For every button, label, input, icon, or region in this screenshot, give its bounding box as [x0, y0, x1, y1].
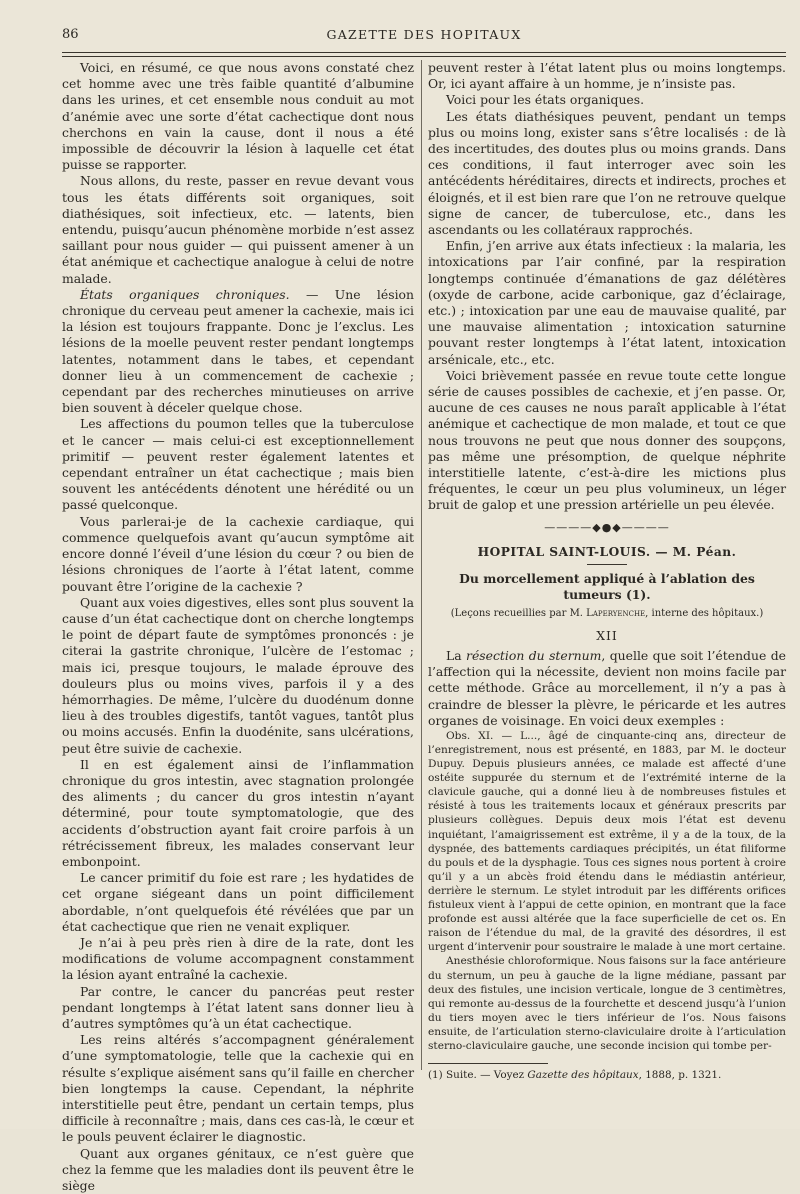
article-subtitle — [428, 606, 786, 622]
paragraph: Voici, en résumé, ce que nous avons constaté chez cet homme avec une très faible quantité d’albumine dans les urines, et cet ensemble nous conduit au mot d’anémie avec une sorte d’état cachectique dont nous cherchons en vain la cause, dont il nous a été impossible de découvrir la lésion à laquelle cet état puisse se rapporter. — [62, 60, 414, 173]
paragraph-text: La — [446, 647, 467, 663]
page-header — [62, 24, 786, 44]
footnote-citation: Gazette des hôpitaux — [527, 1069, 639, 1082]
observation-paragraph: Anesthésie chloroformique. Nous faisons sur la face antérieure du sternum, un peu à gauche de la ligne médiane, passant par deux des fistules, une incision verticale, longue de 3 centimètres, qui remonte au-dessus de la fourchette et descend jusqu’à l’union du tiers moyen avec le tiers inférieur de l’os. Nous faisons ensuite, de l’articulation sterno-claviculaire droite à l’articulation sterno-claviculaire gauche, une seconde incision qui tombe per- — [428, 955, 786, 1052]
paragraph: Les affections du poumon telles que la tuberculose et le cancer — mais celui-ci est exceptionnellement primitif — peuvent rester également latentes et cependant entraîner un état cachectique ; mais bien souvent les antécédents dénotent une hérédité ou un passé quelconque. — [62, 416, 414, 513]
paragraph: Par contre, le cancer du pancréas peut rester pendant longtemps à l’état latent sans donner lieu à d’autres symptômes qu’à un état cachectique. — [62, 983, 414, 1031]
paragraph — [428, 648, 786, 729]
paragraph: peuvent rester à l’état latent plus ou moins longtemps. Or, ici ayant affaire à un homme, je n’insiste pas. — [428, 60, 786, 92]
footnote — [428, 1068, 786, 1082]
italic-term: résection du sternum — [466, 647, 602, 663]
header-rule-thin — [62, 56, 786, 57]
article-title: Du morcellement appliqué à l’ablation des tumeurs (1). — [459, 571, 755, 603]
paragraph — [62, 287, 414, 417]
section-title: HOPITAL SAINT-LOUIS. — M. Péan. — [477, 544, 737, 559]
paragraph: Quant aux voies digestives, elles sont plus souvent la cause d’un état cachectique dont on cherche longtemps le point de départ faute de symptômes prononcés : je citerai la gastrite chronique, l’ulcère de l’estomac ; mais ici, presque toujours, le malade éprouve des douleurs plus ou moins vives, parfois il y a des hémorrhagies. De même, l’ulcère du duodénum donne lieu à des troubles digestifs, tantôt vagues, tantôt plus ou moins accusés. Enfin la duodénite, sans ulcérations, peut être suivie de cachexie. — [62, 594, 414, 756]
left-column — [62, 60, 414, 1194]
paragraph: Le cancer primitif du foie est rare ; les hydatides de cet organe siégeant dans un point difficilement abordable, n’ont quelquefois été révélées que par un état cachectique que rien ne venait expliquer. — [62, 870, 414, 934]
paragraph: Les reins altérés s’accompagnent généralement d’une symptomatologie, telle que la cachexie qui en résulte s’explique aisément sans qu’il faille en chercher bien longtemps la cause. Cependant, la néphrite interstitielle peut être, pendant un certain temps, plus difficile à reconnaître ; mais, dans ces cas-là, le cœur et le pouls peuvent éclairer le diagnostic. — [62, 1032, 414, 1145]
paragraph: Enfin, j’en arrive aux états infectieux : la malaria, les intoxications par l’air confiné, par la respiration longtemps continuée d’émanations de gaz délétères (oxyde de carbone, acide carbonique, gaz d’éclairage, etc.) ; intoxication par une eau de mauvaise qualité, par une mauvaise alimentation ; intoxication saturnine pouvant rester longtemps à l’état latent, intoxication arsénicale, etc., etc. — [428, 238, 786, 367]
paragraph: Je n’ai à peu près rien à dire de la rate, dont les modifications de volume accompagnent constamment la lésion ayant entraîné la cachexie. — [62, 934, 414, 983]
observation-paragraph: Obs. XI. — L..., âgé de cinquante-cinq ans, directeur de l’enregistrement, nous est présenté, en 1883, par M. le docteur Dupuy. Depuis plusieurs années, ce malade est affecté d’une ostéite suppurée du sternum et de l’extrémité interne de la clavicule gauche, qui a donné lieu à de nombreuses fistules et résisté à tous les traitements locaux et généraux prescrits par plusieurs collègues. Depuis deux mois l’état est devenu inquiétant, l’amaigrissement est extrême, il y a de la toux, de la dyspnée, des battements cardiaques précipités, un état filiforme du pouls et de la dysphagie. Tous ces signes nous portent à croire qu’il y a un abcès froid étendu dans le médiastin antérieur, derrière le sternum. Le stylet introduit par les différents orifices fistuleux vient à l’appui de cette opinion, en montrant que la face profonde est aussi altérée que la face superficielle de cet os. En raison de l’étendue du mal, de la gravité des désordres, il est urgent d’intervenir pour soustraire le malade à une mort certaine. — [428, 729, 786, 954]
page-number: 86 — [62, 27, 79, 42]
paragraph-text: — Une lésion chronique du cerveau peut amener la cachexie, mais ici la lésion est toujours frappante. Donc je l’exclus. Les lésions de la moelle peuvent rester pendant longtemps latentes, notamment dans le tabes, et cependant donner lieu à un commencement de cachexie ; cependant par des recherches minutieuses on arrive bien souvent à déceler quelque chose. — [62, 286, 414, 416]
author-name: Laperyenche — [586, 607, 646, 619]
footnote-rule — [428, 1063, 548, 1064]
subtitle-text: , interne des hôpitaux.) — [645, 607, 764, 619]
footnote-text: , 1888, p. 1321. — [638, 1069, 722, 1082]
paragraph: Voici brièvement passée en revue toute cette longue série de causes possibles de cachexie, et j’en passe. Or, aucune de ces causes ne nous paraît applicable à l’état anémique et cachectique de mon malade, et tout ce que nous trouvons ne peut que nous donner des soupçons, pas même une présomption, de quelque néphrite interstitielle latente, c’est-à-dire les mictions plus fréquentes, le cœur un peu plus volumineux, un léger bruit de galop et une pression artérielle un peu élevée. — [428, 367, 786, 513]
right-column — [428, 60, 786, 1082]
paragraph: Quant aux organes génitaux, ce n’est guère que chez la femme que les maladies dont ils peuvent être le siège — [62, 1145, 414, 1194]
section-ornament: ————◆●◆———— — [544, 520, 670, 534]
paragraph: Il en est également ainsi de l’inflammation chronique du gros intestin, avec stagnation prolongée des aliments ; du cancer du gros intestin n’ayant déterminé, pour toute symptomatologie, que des accidents d’obstruction ayant fait croire parfois à un rétrécissement fibreux, les malades conservant leur embonpoint. — [62, 756, 414, 869]
subtitle-text: (Leçons recueillies par M. — [450, 607, 587, 619]
lesson-number: XII — [596, 627, 618, 643]
journal-title: GAZETTE DES HOPITAUX — [326, 27, 522, 42]
column-divider — [421, 60, 422, 1070]
paragraph: Voici pour les états organiques. — [446, 92, 645, 108]
paragraph: Nous allons, du reste, passer en revue devant vous tous les états différents soit organiques, soit diathésiques, soit infectieux, etc. — latents, bien entendu, puisqu’aucun phénomène morbide n’est assez saillant pour nous guider — qui puissent amener à un état anémique et cachectique analogue à celui de notre malade. — [62, 173, 414, 286]
short-rule — [587, 564, 627, 565]
header-rule — [62, 52, 786, 53]
paragraph: Les états diathésiques peuvent, pendant un temps plus ou moins long, exister sans s’être localisés : de là des incertitudes, des doutes plus ou moins grands. Dans ces conditions, il faut interroger avec soin les antécédents héréditaires, directs et indirects, proches et éloignés, et il est bien rare que l’on ne retrouve quelque signe de cancer, de tuberculose, etc., dans les ascendants ou les collatéraux rapprochés. — [428, 108, 786, 238]
italic-heading: États organiques chroniques. — [80, 286, 290, 302]
paragraph-text: , quelle que soit l’étendue de l’affection qui la nécessite, devient non moins facile par cette méthode. Grâce au morcellement, il n’y a pas à craindre de blesser la plèvre, le péricarde et les autres organes de voisinage. En voici deux exemples : — [428, 647, 786, 728]
paragraph: Vous parlerai-je de la cachexie cardiaque, qui commence quelquefois avant qu’aucun symptôme ait encore donné l’éveil d’une lésion du cœur ? ou bien de lésions chroniques de l’aorte à l’état latent, comme pouvant être l’origine de la cachexie ? — [62, 513, 414, 594]
footnote-text: (1) Suite. — Voyez — [428, 1069, 528, 1082]
